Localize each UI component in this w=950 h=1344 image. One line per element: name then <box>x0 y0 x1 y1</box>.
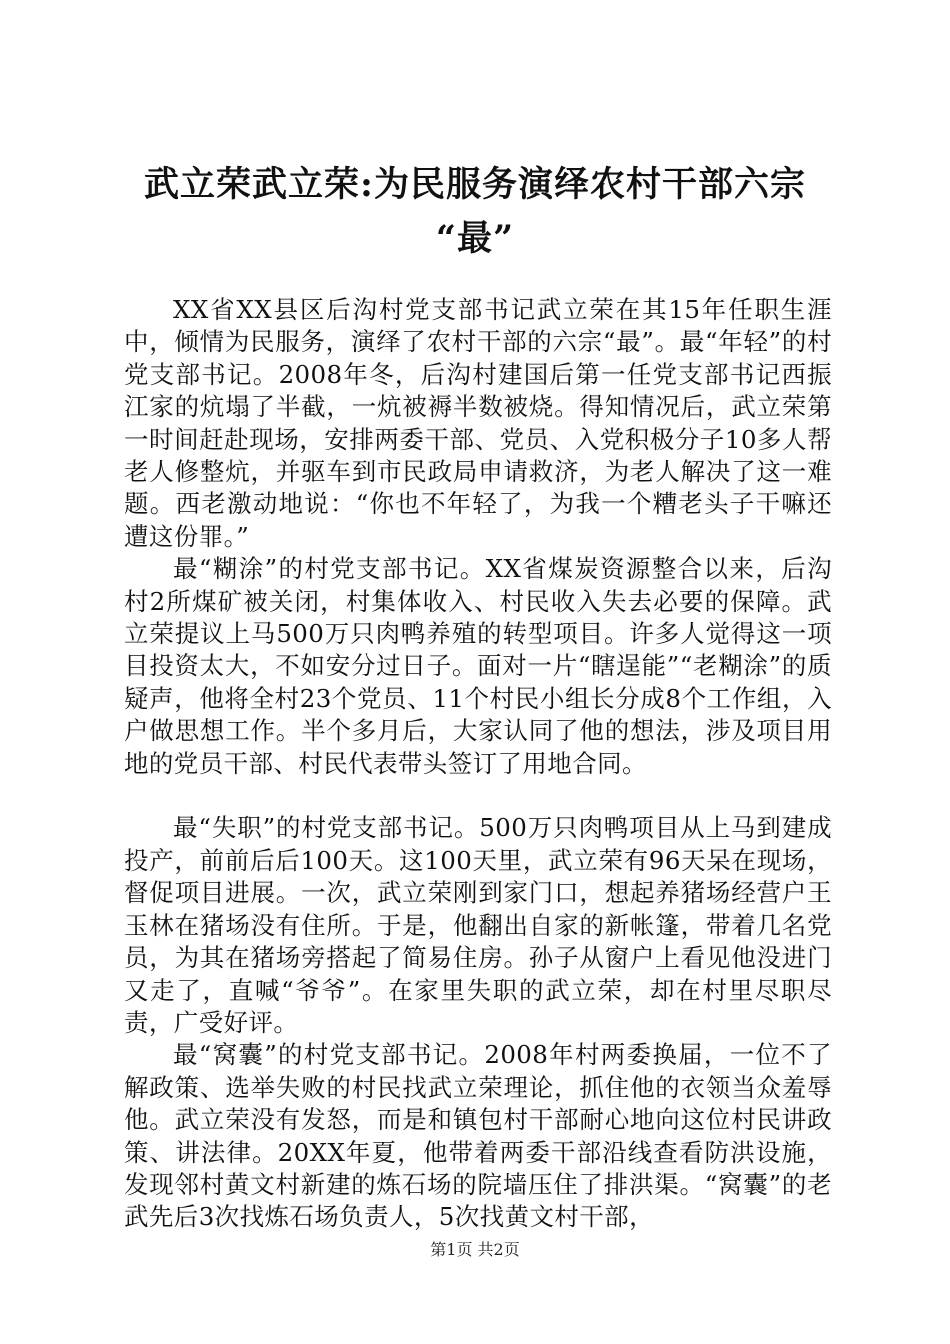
paragraph-2: 最“糊涂”的村党支部书记。XX省煤炭资源整合以来，后沟村2所煤矿被关闭，村集体收入、村民收入失去必要的保障。武立荣提议上马500万只肉鸭养殖的转型项目。许多人觉得这一项目投资太大，不如安分过日子。面对一片“瞎逞能”“老糊涂”的质疑声，他将全村23个党员、11个村民小组长分成8个工作组，入户做思想工作。半个多月后，大家认同了他的想法，涉及项目用地的党员干部、村民代表带头签订了用地合同。 <box>124 554 832 778</box>
page-number-footer: 第1页 共2页 <box>430 1240 520 1259</box>
paragraph-1: XX省XX县区后沟村党支部书记武立荣在其15年任职生涯中，倾情为民服务，演绎了农村干部的六宗“最”。最“年轻”的村党支部书记。2008年冬，后沟村建国后第一任党支部书记西振江家的炕塌了半截，一炕被褥半数被烧。得知情况后，武立荣第一时间赶赴现场，安排两委干部、党员、入党积极分子10多人帮老人修整炕，并驱车到市民政局申请救济，为老人解决了这一难题。西老激动地说：“你也不年轻了，为我一个糟老头子干嘛还遭这份罪。” <box>124 295 832 551</box>
paragraph-4: 最“窝囊”的村党支部书记。2008年村两委换届，一位不了解政策、选举失败的村民找武立荣理论，抓住他的衣领当众羞辱他。武立荣没有发怒，而是和镇包村干部耐心地向这位村民讲政策、讲法律。20XX年夏，他带着两委干部沿线查看防洪设施，发现邻村黄文村新建的炼石场的院墙压住了排洪渠。“窝囊”的老武先后3次找炼石场负责人，5次找黄文村干部， <box>124 1040 832 1232</box>
document-body <box>124 294 832 1234</box>
document-title <box>118 158 832 266</box>
title-line-2: “最” <box>435 218 515 259</box>
title-line-1: 武立荣武立荣:为民服务演绎农村干部六宗 <box>144 164 806 205</box>
paragraph-3: 最“失职”的村党支部书记。500万只肉鸭项目从上马到建成投产，前前后后100天。这100天里，武立荣有96天呆在现场，督促项目进展。一次，武立荣刚到家门口，想起养猪场经营户王玉林在猪场没有住所。于是，他翻出自家的新帐篷，带着几名党员，为其在猪场旁搭起了简易住房。孙子从窗户上看见他没进门又走了，直喊“爷爷”。在家里失职的武立荣，却在村里尽职尽责，广受好评。 <box>124 813 832 1037</box>
